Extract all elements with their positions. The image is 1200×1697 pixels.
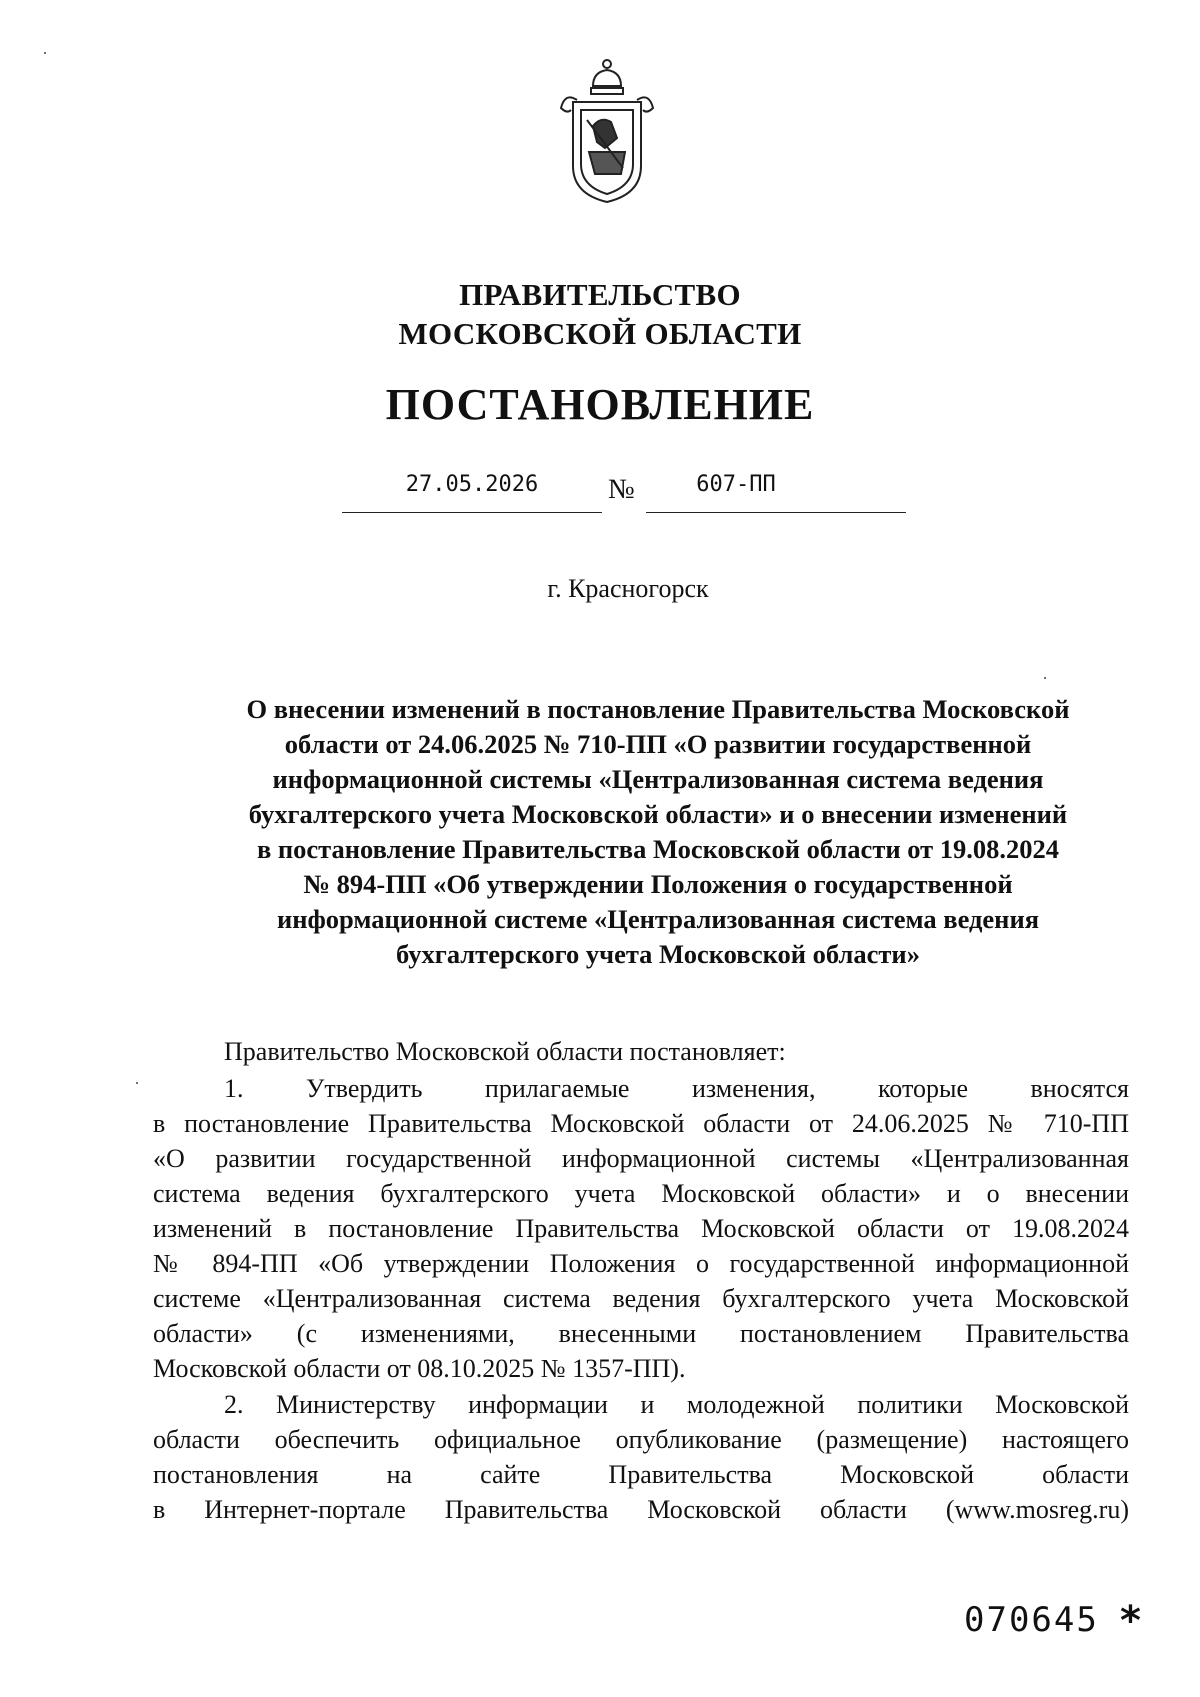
paragraph-item-2 (153, 1387, 1129, 1527)
title-line: бухгалтерского учета Московской области» (396, 939, 920, 969)
scan-speck (136, 1082, 138, 1084)
document-type: ПОСТАНОВЛЕНИЕ (385, 380, 815, 429)
scan-speck (1044, 677, 1046, 679)
document-number-field (646, 468, 906, 513)
coat-of-arms-icon (557, 56, 657, 206)
paragraph-line: в постановление Правительства Московской области от 24.06.2025 № 710-ПП (153, 1109, 1129, 1138)
paragraph-line: «О развитии государственной информационной системы «Централизованная (153, 1144, 1129, 1173)
paragraph-line: в Интернет-портале Правительства Московской области (www.mosreg.ru) (153, 1495, 1129, 1524)
title-line: информационной системе «Централизованная система ведения (276, 904, 1040, 934)
paragraph-line: области обеспечить официальное опубликование (размещение) настоящего (153, 1425, 1129, 1454)
paragraph-line: 1. Утвердить прилагаемые изменения, которые вносятся (224, 1074, 1129, 1103)
paragraph-line: система ведения бухгалтерского учета Московской области» и о внесении (153, 1179, 1129, 1208)
organization-name-line1: ПРАВИТЕЛЬСТВО (459, 277, 741, 312)
organization-name-line2: МОСКОВСКОЙ ОБЛАСТИ (398, 316, 802, 351)
document-title (178, 692, 1138, 972)
title-line: № 894-ПП «Об утверждении Положения о государственной (303, 869, 1013, 899)
title-line: области от 24.06.2025 № 710-ПП «О развитии государственной (284, 729, 1032, 759)
title-line: О внесении изменений в постановление Правительства Московской (246, 694, 1070, 724)
paragraph-line: 2. Министерству информации и молодежной политики Московской (224, 1390, 1129, 1419)
document-date: 27.05.2026 (405, 472, 539, 497)
document-number: 607-ПП (696, 472, 776, 497)
number-sign: № (608, 474, 635, 505)
title-line: бухгалтерского учета Московской области» и о внесении изменений (248, 799, 1068, 829)
paragraph-line: системе «Централизованная система ведения бухгалтерского учета Московской (153, 1284, 1129, 1313)
paragraph-line: изменений в постановление Правительства Московской области от 19.08.2024 (153, 1214, 1129, 1243)
paragraph-line: постановления на сайте Правительства Московской области (153, 1460, 1129, 1489)
title-line: информационной системы «Централизованная система ведения (272, 764, 1044, 794)
title-line: в постановление Правительства Московской области от 19.08.2024 (256, 834, 1060, 864)
paragraph-line: Московской области от 08.10.2025 № 1357-ПП). (153, 1354, 686, 1383)
paragraph-line: области» (с изменениями, внесенными постановлением Правительства (153, 1319, 1129, 1348)
serial-number: 070645 (964, 1600, 1099, 1640)
document-date-field (342, 468, 602, 513)
city: г. Красногорск (547, 574, 709, 603)
paragraph-item-1 (153, 1071, 1129, 1386)
paragraph-line: № 894-ПП «Об утверждении Положения о государственной информационной (153, 1249, 1129, 1278)
asterisk-mark: * (1120, 1598, 1141, 1644)
preamble: Правительство Московской области постановляет: (224, 1037, 786, 1066)
scan-speck (44, 52, 46, 54)
